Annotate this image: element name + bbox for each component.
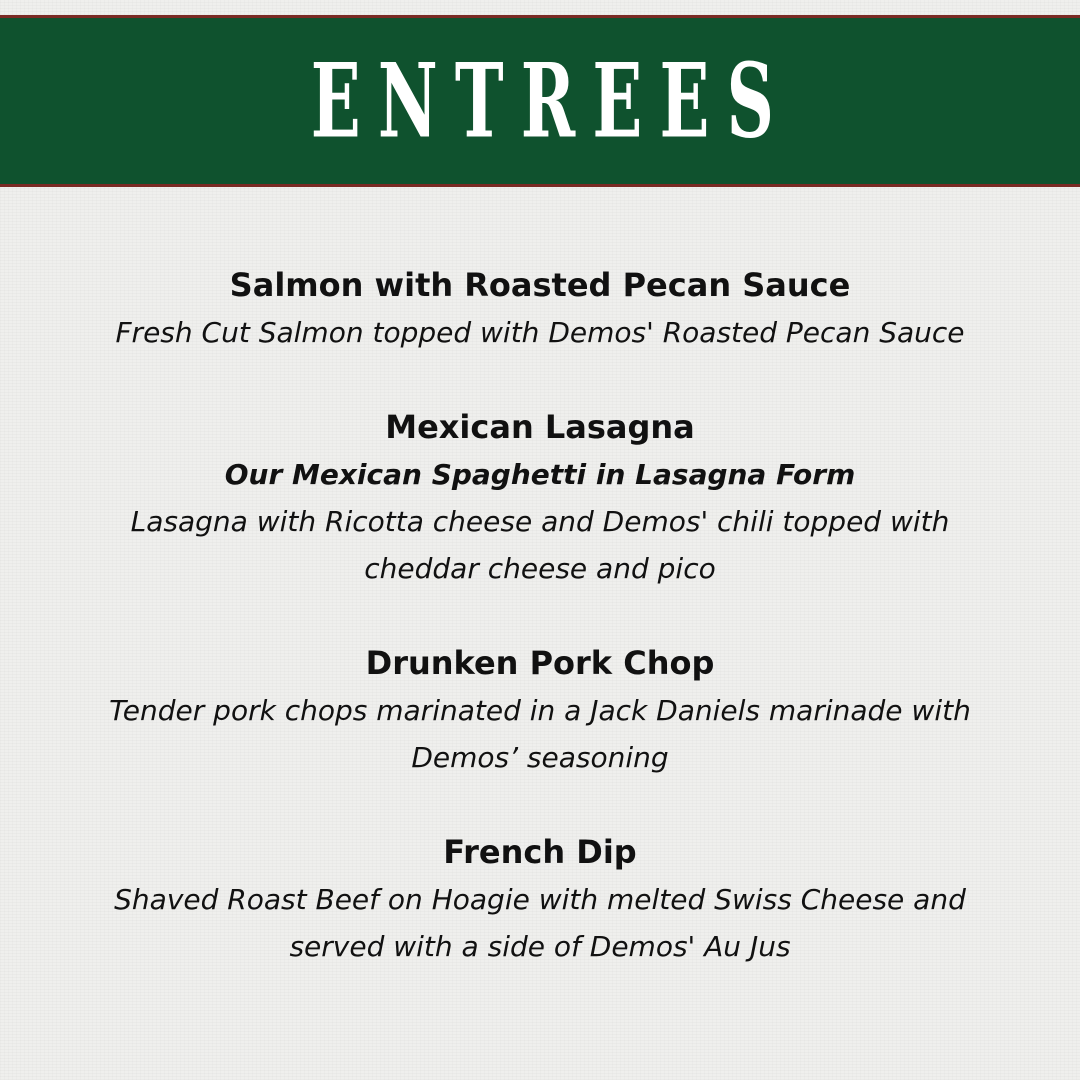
entree-menu bbox=[0, 262, 1080, 970]
menu-item-mexican-lasagna bbox=[0, 404, 1080, 592]
menu-item-description: Lasagna with Ricotta cheese and Demos' chili topped with cheddar cheese and pico bbox=[130, 505, 950, 585]
menu-item-description: Tender pork chops marinated in a Jack Daniels marinade with Demos’ seasoning bbox=[109, 694, 971, 774]
page-title: ENTREES bbox=[310, 40, 792, 161]
menu-item-name: Salmon with Roasted Pecan Sauce bbox=[229, 266, 851, 304]
menu-item-french-dip bbox=[0, 829, 1080, 970]
menu-item-drunken-pork-chop bbox=[0, 640, 1080, 781]
menu-item-description: Shaved Roast Beef on Hoagie with melted Swiss Cheese and served with a side of Demos' Au Jus bbox=[114, 883, 966, 963]
menu-item-description: Fresh Cut Salmon topped with Demos' Roasted Pecan Sauce bbox=[115, 316, 965, 349]
menu-item-salmon bbox=[0, 262, 1080, 356]
menu-item-name: Drunken Pork Chop bbox=[365, 644, 715, 682]
header-banner bbox=[0, 15, 1080, 187]
menu-item-name: French Dip bbox=[443, 833, 637, 871]
menu-item-name: Mexican Lasagna bbox=[385, 408, 695, 446]
menu-item-subtitle: Our Mexican Spaghetti in Lasagna Form bbox=[224, 458, 856, 491]
